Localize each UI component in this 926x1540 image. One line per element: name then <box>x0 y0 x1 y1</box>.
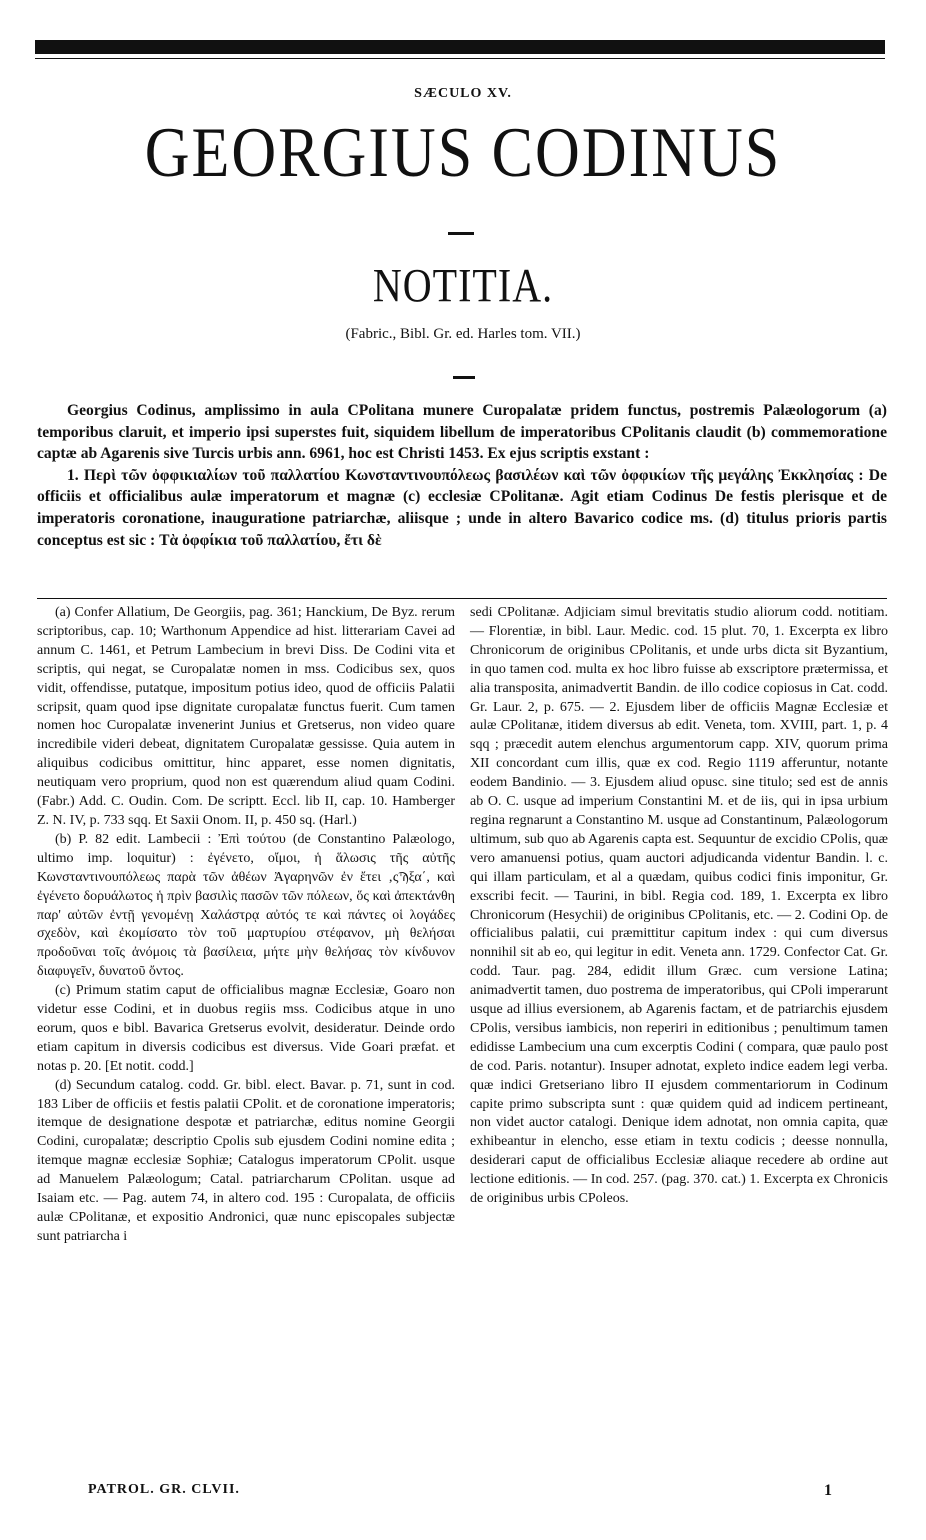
author-title: GEORGIUS CODINUS <box>144 113 782 193</box>
footer-volume: PATROL. GR. CLVII. <box>88 1482 240 1497</box>
running-header: SÆCULO XV. <box>414 86 512 101</box>
page-number: 1 <box>824 1482 832 1499</box>
intro-text <box>37 400 887 551</box>
footnote-a: (a) Confer Allatium, De Georgiis, pag. 361; Hanckium, De Byz. rerum scriptoribus, cap. 10; Warthonum Appendice ad hist. litterariam Cavei ad annum C. 1461, et Petrum Lambecium in brevi Diss. De Codini vita et scriptis, qui negat, se Curopalatæ nomen in mss. Codicibus sex, quos vidit, offendisse, putatque, impositum potius ideo, quod de officiis Palatii scripsit, quam quod ipse dignitate curopalatæ functus fuerit. Cum tamen nomen hoc Curopalatæ invenerint Junius et Gretserus, non video quare incredibile videri debeat, dignitatem Curopalatæ gessisse. Quia autem in aliquibus codicibus omittitur, hinc apparet, esse nomen dignitatis, neutiquam vero proprium, quod non est quærendum aliud quam Codini. (Fabr.) Add. C. Oudin. Com. De scriptt. Eccl. lib II, cap. 10. Hamberger Z. N. IV, p. 733 sqq. Et Saxii Onom. II, p. 450 sq. (Harl.) <box>37 605 455 828</box>
source-note: (Fabric., Bibl. Gr. ed. Harles tom. VII.) <box>345 326 581 342</box>
intro-paragraph: Georgius Codinus, amplissimo in aula CPolitana munere Curopalatæ pridem functus, postremis Palæologorum (a) temporibus claruit, et imperio ipsi superstes fuit, siquidem libellum de imperatoribus CPolitanis claudit (b) commemoratione captæ ab Agarenis sive Turcis urbis ann. 6961, hoc est Christi 1453. Ex ejus scriptis exstant : <box>37 402 887 463</box>
footnote-d-continued: sedi CPolitanæ. Adjiciam simul brevitatis studio aliorum codd. notitiam. — Florentiæ, in bibl. Laur. Medic. cod. 15 plut. 70, 1. Excerpta ex libro Chronicorum de originibus CPolitanis, et unde urbs dicta sit Byzantium, in quo tamen cod. multa ex hoc libro fuisse ab exscriptore prætermissa, et alia transposita, animadvertit Bandin. de illo codice copiosus in Cat. codd. Gr. Laur. 2, p. 675. — 2. Ejusdem liber de officiis Magnæ Ecclesiæ et aulæ CPolitanæ, itidem diversus ab edit. Veneta, tom. XVIII, part. 1, p. 4 sqq ; præcedit autem elenchus argumentorum capp. XIV, quorum prima XII concordant cum illis, quæ ex cod. Regio 1119 afferuntur, notante eodem Bandinio. — 3. Ejusdem aliud opusc. sine titulo; sed est de annis ab O. C. usque ad imperium Constantini M. et de iis, qui in ipsa urbium regina regnarunt a Constantino M. usque ad Constantinum, Palæologorum ultimum, sub quo ab Agarenis capta est. Sequuntur de excidio CPolis, quæ vero amanuensi potius, quam auctori adjudicanda videntur Bandin. l. c. qui illam particulam, et al a quædam, quibus codici finis imponitur, Gr. exscribi fecit. — Taurini, in bibl. Regia cod. 189, 1. Excerpta ex libro Chronicorum (Hesychii) de originibus CPolitanis, etc. — 2. Codini Op. de officialibus palatii, cui præmittitur capitum index : qui cum diversus nonnihil sit ab eo, qui legitur in edit. Veneta ann. 1729. Confector Cat. Gr. codd. Taur. pag. 284, edidit illum Græc. cum versione Latina; animadvertit tamen, duo postrema de imperatoribus, qui CPoli imperarunt usque ad illius eversionem, ab Agarenis factam, et de patriarchis ejusdem CPolis, versibus iambicis, non reperiri in editionibus ; penultimum tamen edidisse Lambecium una cum excerptis Codini ( compara, quæ paulo post de cod. Paris. notantur). Insuper adnotat, expleto indice eadem legi verba. quæ indici Gretseriano libro II ejusdem commentariorum in Codinum capite primo subscripta sunt : quæ quidem quid ad indicem pertineant, non videt auctor catalogi. Denique idem adnotat, non omnia capita, quæ exhibeantur in elencho, esse etiam in textu codicis ; deesse nonnulla, desiderari caput de officialibus Ecclesiæ aliaque recedere ab ordine aut lectione editionis. — In cod. 257. (pag. 370. cat.) 1. Excerpta ex Chronicis de originibus urbis CPoleos. <box>470 605 888 1207</box>
intro-paragraph: 1. Περὶ τῶν ὀφφικιαλίων τοῦ παλλατίου Κωνσταντινουπόλεως βασιλέων καὶ τῶν ὀφφικίων τῆς μεγάλης Ἐκκλησίας : De officiis et officialibus aulæ imperatorum et magnæ (c) ecclesiæ CPolitanæ. Agit etiam Codinus De festis plerisque et de imperatoris coronatione, inauguratione patriarchæ, aliisque ; unde in altero Bavarico codice ms. (d) titulus prioris partis conceptus est sic : Τὰ ὀφφίκια τοῦ παλλατίου, ἔτι δὲ <box>37 466 887 549</box>
footnotes-left-column <box>37 604 455 1247</box>
work-title: NOTITIA. <box>372 258 554 313</box>
intro-separator <box>453 376 475 379</box>
title-separator <box>448 232 474 235</box>
footnote-b: (b) P. 82 edit. Lambecii : Ἐπὶ τούτου (de Constantino Palæologo, ultimo imp. loquitur) : ἐγένετο, οἴμοι, ἡ ἅλωσις τῆς αὐτῆς Κωνσταντινουπόλεως παρὰ τῶν ἀθέων Ἀγαρηνῶν ἐν ἔτει ‚ςϠξα΄, καὶ ἐγένετο δορυάλωτος ἡ πρὶν βασιλὶς πασῶν τῶν πόλεων, ὅς καὶ ἀπεκτάνθη παρ' αὐτῶν ἐντῇ γενομένῃ Χαλάστρᾳ αὐτός τε καὶ πάντες οἱ λογάδες σχεδὸν, καὶ ἐκομίσατο τὸν τοῦ μαρτυρίου στέφανον, μὴ θελήσαι προδοῦναι τοῖς ἀνόμοις τὰ βασίλεια, μήτε μὴν θελήσας τὸν κίνδυνον διαφυγεῖν, δυνατοῦ ὄντος. <box>37 831 455 980</box>
footnotes-right-column <box>470 604 888 1209</box>
top-rule <box>35 40 885 54</box>
footnote-c: (c) Primum statim caput de officialibus magnæ Ecclesiæ, Goaro non videtur esse Codini, et in duobus regiis mss. Codicibus atque in uno eorum, quos e bibl. Bavarica Gretserus evolvit, desideratur. Deinde ordo etiam capitum in diversis codicibus est diversus. Vide Goari præfat. et notas p. 20. [Et notit. codd.] <box>37 983 455 1074</box>
footnote-rule <box>37 598 887 599</box>
footnote-d: (d) Secundum catalog. codd. Gr. bibl. elect. Bavar. p. 71, sunt in cod. 183 Liber de officiis et festis palatii CPolit. et de coronatione imperatoris; itemque de designatione despotæ et patriarchæ, editus nomine Georgii Codini, curopalatæ; descriptio Cpolis sub ejusdem Codini nomine edita ; itemque magnæ ecclesiæ Sophiæ; Catalogus imperatorum CPolit. usque ad Manuelem Palæologum; Catal. patriarcharum CPolitan. usque ad Isaiam etc. — Pag. autem 74, in altero cod. 195 : Curopalata, de officiis aulæ CPolitanæ, et expositio Andronici, quæ nunc episcopales subjectæ sunt patriarcha i <box>37 1077 455 1244</box>
